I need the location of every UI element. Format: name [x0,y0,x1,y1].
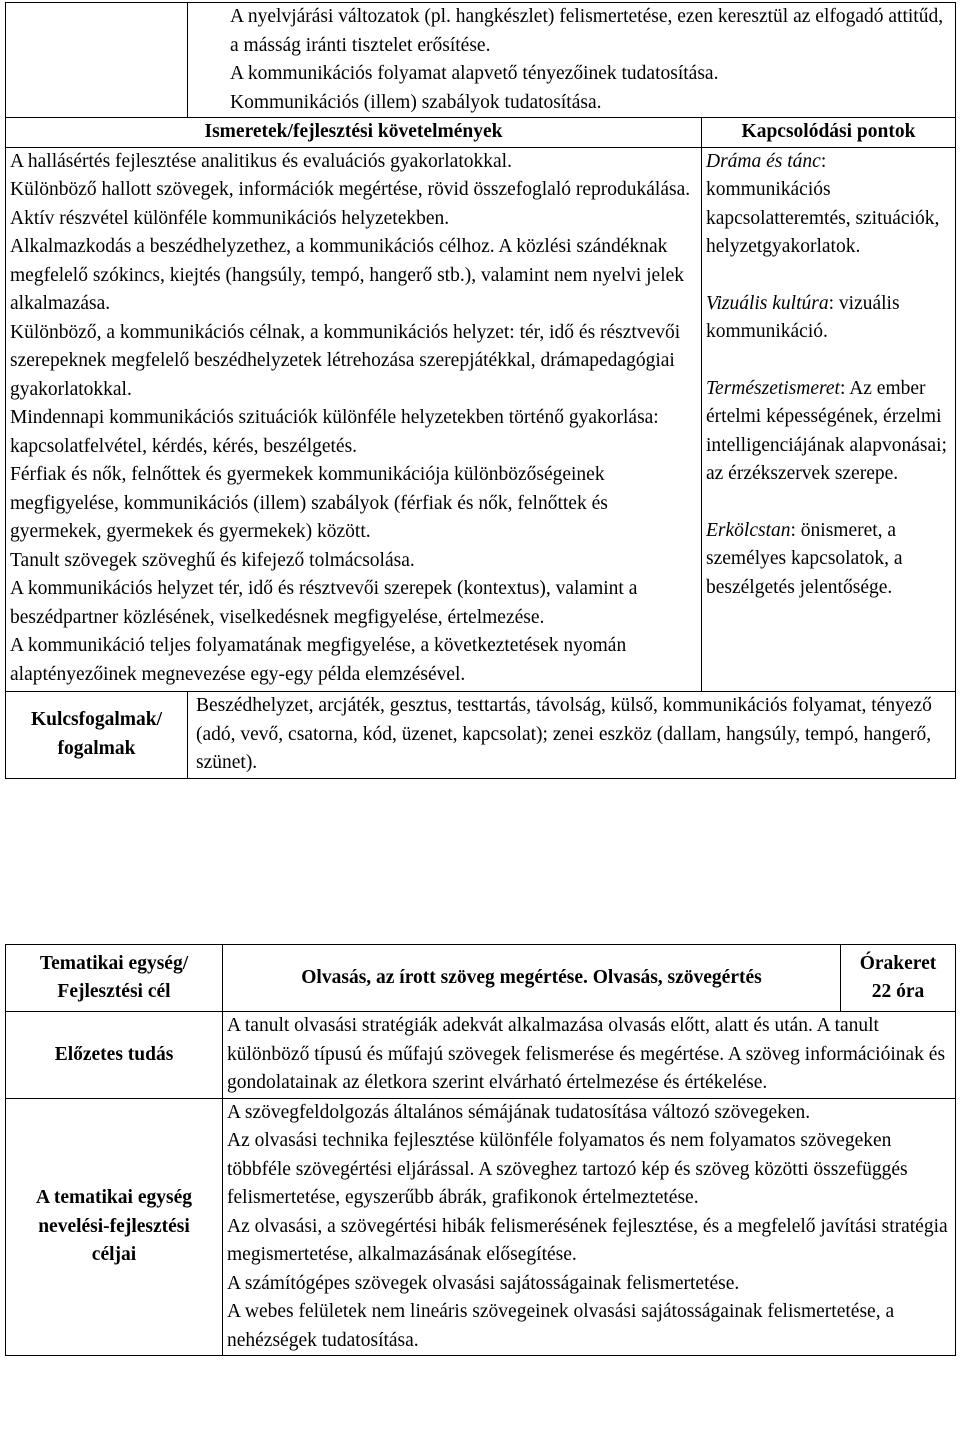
goals-label-line: nevelési-fejlesztési [38,1215,190,1237]
connection-text: kommunikációs kapcsolatteremtés, szituációk, helyzetgyakorlatok. [706,179,940,257]
prior-knowledge-text: A tanult olvasási stratégiák adekvát alkalmazása olvasás előtt, alatt és után. A tanult különböző típusú és műfajú szövegek felismerése és megértése. A szöveg információinak és gondolatainak az életkora szerint elvárható értelmezése és értékelése. [223,1012,956,1099]
goals-label [6,1098,223,1356]
connections-header: Kapcsolódási pontok [702,118,956,148]
unit-label [6,945,223,1012]
connections-cell [702,147,956,692]
requirement-item: A kommunikációs helyzet tér, idő és résztvevői szerepek (kontextus), valamint a beszédpartner közlésének, viselkedésnek megfigyelése, értelmezése. [10,578,638,628]
intro-line: A nyelvjárási változatok (pl. hangkészlet) felismertetése, ezen keresztül az elfogadó attitűd, a másság iránti tisztelet erősítése. [230,6,944,56]
requirement-item: Különböző, a kommunikációs célnak, a kommunikációs helyzet: tér, idő és résztvevői szerepeknek megfelelő beszédhelyzetek létrehozása szerepjátékkal, drámapedagógiai gyakorlatokkal. [10,321,681,400]
goals-label-line: céljai [91,1244,137,1265]
requirement-item: A hallásértés fejlesztése analitikus és evaluációs gyakorlatokkal. [10,150,512,172]
connection-text: vizuális kommunikáció. [706,292,900,342]
concepts-label-line: Kulcsfogalmak/ [30,709,163,731]
prior-knowledge-label: Előzetes tudás [6,1012,223,1099]
concepts-label-line: fogalmak [57,737,136,759]
connection-subject: Természetismeret [706,377,840,399]
requirement-item: Aktív részvétel különféle kommunikációs helyzetekben. [10,207,450,229]
unit-title: Olvasás, az írott szöveg megértése. Olvasás, szövegértés [223,945,841,1012]
goals-cell [223,1098,956,1356]
intro-line: Kommunikációs (illem) szabályok tudatosítása. [230,91,602,113]
connection-text: önismeret, a személyes kapcsolatok, a beszélgetés jelentősége. [706,519,903,598]
unit-label-line: Tematikai egység/ [39,952,189,974]
goal-item: A számítógépes szövegek olvasási sajátosságainak felismertetése. [227,1272,740,1294]
requirements-cell [6,147,702,692]
requirement-item: A kommunikáció teljes folyamatának megfigyelése, a következtetések nyomán alaptényezőinek megnevezése egy-egy példa elemzésével. [10,635,627,685]
hours-cell [841,945,956,1012]
requirement-item: Tanult szövegek szöveghű és kifejező tolmácsolása. [10,549,415,571]
intro-line: A kommunikációs folyamat alapvető tényezőinek tudatosítása. [230,63,719,84]
connection-item: Vizuális kultúra: vizuális kommunikáció. [706,292,900,342]
concepts-text: Beszédhelyzet, arcjáték, gesztus, testtartás, távolság, külső, kommunikációs folyamat, tényező (adó, vevő, csatorna, kód, üzenet, kapcsolat); zenei eszköz (dallam, hangsúly, tempó, hangerő, szünet). [188,692,956,779]
curriculum-table-bottom [5,944,956,1356]
goal-item: A webes felületek nem lineáris szövegeinek olvasási sajátosságainak felismertetése, a nehézségek tudatosítása. [227,1301,895,1351]
hours-label: Órakeret [859,952,937,974]
goal-item: Az olvasási technika fejlesztése különféle folyamatos és nem folyamatos szövegeken többféle szövegértési eljárással. A szöveghez tartozó kép és szöveg közötti összefüggés felismertetése, egyszerűbb ábrák, grafikonok értelmeztetése. [227,1130,908,1208]
connection-subject: Erkölcstan [706,519,791,541]
requirement-item: Férfiak és nők, felnőttek és gyermekek kommunikációja különbözőségeinek megfigyelése, kommunikációs (illem) szabályok (férfiak és nők, felnőttek és gyermekek, gyermekek és gyermekek) között. [10,464,608,542]
intro-label-cell [6,3,188,118]
requirement-item: Különböző hallott szövegek, információk megértése, rövid összefoglaló reprodukálása. [10,179,691,200]
intro-cell [188,3,956,118]
goal-item: A szövegfeldolgozás általános sémájának tudatosítása változó szövegeken. [227,1101,811,1123]
connection-subject: Vizuális kultúra [706,292,829,314]
connection-subject: Dráma és tánc [706,150,821,172]
connection-item: Erkölcstan: önismeret, a személyes kapcsolatok, a beszélgetés jelentősége. [706,519,903,598]
goal-item: Az olvasási, a szövegértési hibák felismerésének fejlesztése, és a megfelelő javítási stratégia megismertetése, alkalmazásának elősegítése. [227,1215,948,1265]
connection-text: Az ember értelmi képességének, érzelmi intelligenciájának alapvonásai; az érzékszervek szerepe. [706,377,947,484]
unit-label-line: Fejlesztési cél [57,981,171,1002]
requirement-item: Alkalmazkodás a beszédhelyzethez, a kommunikációs célhoz. A közlési szándéknak megfelelő szókincs, kiejtés (hangsúly, tempó, hangerő stb.), valamint nem nyelvi jelek alkalmazása. [10,236,685,314]
goals-label-line: A tematikai egység [36,1187,192,1208]
requirements-header: Ismeretek/fejlesztési követelmények [6,118,702,148]
requirement-item: Mindennapi kommunikációs szituációk különféle helyzetekben történő gyakorlása: kapcsolatfelvétel, kérdés, kérés, beszélgetés. [10,407,659,457]
hours-value: 22 óra [871,981,925,1002]
connection-item: Dráma és tánc: kommunikációs kapcsolatteremtés, szituációk, helyzetgyakorlatok. [706,150,940,257]
connection-item: Természetismeret: Az ember értelmi képességének, érzelmi intelligenciájának alapvonásai; az érzékszervek szerepe. [706,377,947,484]
curriculum-table-top [5,2,956,779]
concepts-label [6,692,188,779]
